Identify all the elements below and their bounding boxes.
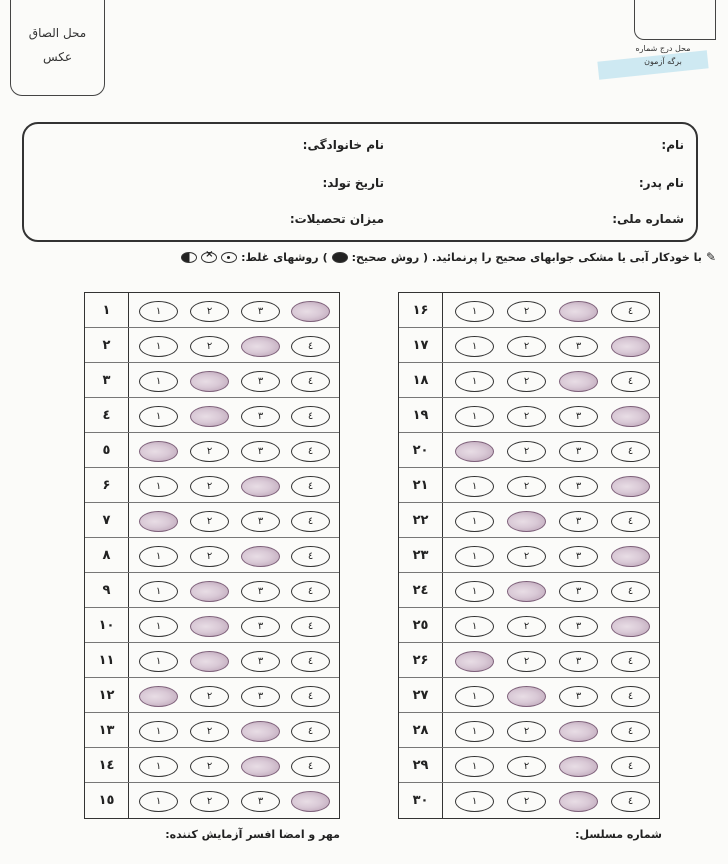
answer-bubble-4[interactable] xyxy=(611,546,650,567)
answer-bubble-4[interactable] xyxy=(611,721,650,742)
answer-bubble-3[interactable] xyxy=(559,721,598,742)
choice-label: ٤ xyxy=(627,376,634,387)
question-number: ٥ xyxy=(85,433,129,467)
choice-label: ٣ xyxy=(575,621,582,632)
question-number: ٢٩ xyxy=(399,748,443,782)
answer-bubble-3[interactable] xyxy=(559,441,598,462)
answer-bubble-2[interactable] xyxy=(507,756,546,777)
question-number: ٢١ xyxy=(399,468,443,502)
answer-bubble-2[interactable] xyxy=(507,406,546,427)
choice-label: ٤ xyxy=(307,621,314,632)
answer-bubble-2[interactable] xyxy=(507,721,546,742)
choice-label: ٣ xyxy=(575,516,582,527)
choice-label: ٤ xyxy=(307,376,314,387)
choice-label: ٢ xyxy=(523,376,530,387)
sheet-number-box xyxy=(634,0,716,40)
answer-bubble-3[interactable] xyxy=(559,371,598,392)
answer-bubble-1[interactable] xyxy=(455,756,494,777)
answer-bubble-1[interactable] xyxy=(455,441,494,462)
question-number: ٢٧ xyxy=(399,678,443,712)
answer-bubble-1[interactable] xyxy=(455,336,494,357)
answer-bubble-1[interactable] xyxy=(455,546,494,567)
question-number: ٢٥ xyxy=(399,608,443,642)
answer-bubble-4[interactable] xyxy=(611,686,650,707)
answer-bubble-1[interactable] xyxy=(139,476,178,497)
question-row xyxy=(399,643,659,678)
answer-bubble-4[interactable] xyxy=(291,581,330,602)
choice-label: ١ xyxy=(471,481,478,492)
choice-label: ٢ xyxy=(206,446,213,457)
choice-label: ١ xyxy=(471,726,478,737)
question-number: ٢٣ xyxy=(399,538,443,572)
answer-bubble-1[interactable] xyxy=(455,476,494,497)
choice-label: ١ xyxy=(471,341,478,352)
wrong-mark-half xyxy=(181,252,197,263)
question-number: ٢٤ xyxy=(399,573,443,607)
answer-bubble-1[interactable] xyxy=(139,371,178,392)
answer-bubble-2[interactable] xyxy=(190,336,229,357)
choice-label: ٤ xyxy=(627,761,634,772)
choice-label: ١ xyxy=(155,306,162,317)
choice-label: ١ xyxy=(155,481,162,492)
question-row xyxy=(399,398,659,433)
answer-bubble-3[interactable] xyxy=(241,616,280,637)
question-row xyxy=(399,433,659,468)
choice-label: ٢ xyxy=(523,796,530,807)
question-row xyxy=(85,608,339,643)
name-field[interactable]: نام: xyxy=(661,138,684,152)
choice-label: ٤ xyxy=(627,691,634,702)
choice-label: ٣ xyxy=(257,411,264,422)
correct-mark-example xyxy=(332,252,348,263)
answer-bubble-3[interactable] xyxy=(559,686,598,707)
choice-label: ٢ xyxy=(523,551,530,562)
choice-label: ٤ xyxy=(307,551,314,562)
choice-label: ١ xyxy=(471,796,478,807)
answer-bubble-2[interactable] xyxy=(190,651,229,672)
choice-label: ٢ xyxy=(523,341,530,352)
question-number: ٩ xyxy=(85,573,129,607)
choice-label: ٢ xyxy=(523,411,530,422)
question-row xyxy=(85,503,339,538)
answer-bubble-4[interactable] xyxy=(611,336,650,357)
choice-label: ١ xyxy=(471,761,478,772)
answer-bubble-4[interactable] xyxy=(611,441,650,462)
answer-bubble-1[interactable] xyxy=(139,756,178,777)
question-row xyxy=(399,678,659,713)
answer-bubble-4[interactable] xyxy=(611,371,650,392)
choice-label: ١ xyxy=(471,551,478,562)
question-number: ٢ xyxy=(85,328,129,362)
answer-bubble-4[interactable] xyxy=(611,651,650,672)
question-number: ٢٨ xyxy=(399,713,443,747)
question-number: ۶ xyxy=(85,468,129,502)
choice-label: ١ xyxy=(155,551,162,562)
choice-label: ٣ xyxy=(257,691,264,702)
answer-bubble-2[interactable] xyxy=(190,441,229,462)
answer-bubble-3[interactable] xyxy=(241,651,280,672)
choice-label: ٣ xyxy=(575,656,582,667)
choice-label: ١ xyxy=(155,376,162,387)
education-field[interactable]: میزان تحصیلات: xyxy=(289,212,384,226)
choice-label: ١ xyxy=(471,691,478,702)
choice-label: ٤ xyxy=(307,691,314,702)
answer-bubble-1[interactable] xyxy=(139,441,178,462)
answer-bubble-1[interactable] xyxy=(455,301,494,322)
answer-bubble-1[interactable] xyxy=(455,686,494,707)
answer-bubble-2[interactable] xyxy=(507,441,546,462)
choice-label: ٣ xyxy=(257,306,264,317)
choice-label: ١ xyxy=(471,586,478,597)
question-number: ١٥ xyxy=(85,783,129,818)
choice-label: ٤ xyxy=(307,481,314,492)
answer-bubble-2[interactable] xyxy=(507,686,546,707)
answer-bubble-1[interactable] xyxy=(455,511,494,532)
answer-bubble-3[interactable] xyxy=(559,406,598,427)
photo-placeholder xyxy=(10,0,105,96)
answer-bubble-1[interactable] xyxy=(139,336,178,357)
question-row xyxy=(85,363,339,398)
answer-bubble-4[interactable] xyxy=(611,616,650,637)
answer-bubble-4[interactable] xyxy=(291,721,330,742)
choice-label: ١ xyxy=(155,796,162,807)
question-row xyxy=(399,608,659,643)
answer-bubble-1[interactable] xyxy=(139,406,178,427)
question-row xyxy=(85,398,339,433)
choice-label: ١ xyxy=(471,306,478,317)
question-number: ١ xyxy=(85,293,129,327)
choice-label: ١ xyxy=(155,656,162,667)
answer-bubble-4[interactable] xyxy=(611,406,650,427)
answer-bubble-3[interactable] xyxy=(241,511,280,532)
answer-bubble-4[interactable] xyxy=(291,791,330,812)
answer-grid-1-15 xyxy=(84,292,340,819)
choice-label: ٣ xyxy=(257,621,264,632)
question-number: ١٢ xyxy=(85,678,129,712)
question-row xyxy=(399,573,659,608)
question-row xyxy=(399,363,659,398)
fill-instruction: ✎ با خودکار آبی یا مشکی جوابهای صحیح را پرنمائید. ( روش صحیح: ) روشهای غلط: × xyxy=(181,250,716,264)
answer-bubble-4[interactable] xyxy=(291,301,330,322)
answer-bubble-1[interactable] xyxy=(455,371,494,392)
question-row xyxy=(85,433,339,468)
answer-bubble-2[interactable] xyxy=(507,581,546,602)
answer-bubble-3[interactable] xyxy=(241,476,280,497)
answer-bubble-3[interactable] xyxy=(559,476,598,497)
choice-label: ٢ xyxy=(206,481,213,492)
choice-label: ١ xyxy=(155,586,162,597)
question-number: ٢۶ xyxy=(399,643,443,677)
choice-label: ٢ xyxy=(206,341,213,352)
choice-label: ٤ xyxy=(627,516,634,527)
question-number: ٢٠ xyxy=(399,433,443,467)
answer-bubble-4[interactable] xyxy=(611,511,650,532)
answer-bubble-3[interactable] xyxy=(559,651,598,672)
answer-bubble-2[interactable] xyxy=(507,651,546,672)
answer-bubble-4[interactable] xyxy=(291,511,330,532)
choice-label: ٢ xyxy=(523,481,530,492)
answer-bubble-3[interactable] xyxy=(241,686,280,707)
answer-bubble-2[interactable] xyxy=(190,721,229,742)
answer-bubble-4[interactable] xyxy=(611,476,650,497)
answer-bubble-1[interactable] xyxy=(455,616,494,637)
answer-bubble-2[interactable] xyxy=(507,371,546,392)
answer-bubble-4[interactable] xyxy=(611,301,650,322)
choice-label: ٤ xyxy=(307,586,314,597)
choice-label: ٣ xyxy=(575,446,582,457)
answer-bubble-3[interactable] xyxy=(241,371,280,392)
question-row xyxy=(399,783,659,818)
choice-label: ٤ xyxy=(307,656,314,667)
choice-label: ١ xyxy=(471,621,478,632)
photo-label-line1: محل الصاق xyxy=(28,26,87,40)
choice-label: ٣ xyxy=(257,516,264,527)
answer-bubble-2[interactable] xyxy=(190,791,229,812)
choice-label: ٤ xyxy=(307,761,314,772)
national-id-field[interactable]: شماره ملی: xyxy=(612,212,684,226)
question-row xyxy=(85,573,339,608)
answer-bubble-3[interactable] xyxy=(559,616,598,637)
answer-bubble-1[interactable] xyxy=(455,581,494,602)
answer-bubble-4[interactable] xyxy=(611,581,650,602)
answer-bubble-1[interactable] xyxy=(455,651,494,672)
instruction-text: با خودکار آبی یا مشکی جوابهای صحیح را پرنمائید. ( روش صحیح: xyxy=(351,250,702,264)
choice-label: ١ xyxy=(155,761,162,772)
answer-bubble-4[interactable] xyxy=(291,371,330,392)
question-row xyxy=(85,538,339,573)
answer-bubble-3[interactable] xyxy=(559,301,598,322)
choice-label: ١ xyxy=(471,376,478,387)
choice-label: ٢ xyxy=(206,726,213,737)
question-number: ١٣ xyxy=(85,713,129,747)
answer-bubble-2[interactable] xyxy=(507,616,546,637)
question-row xyxy=(399,713,659,748)
answer-bubble-4[interactable] xyxy=(291,336,330,357)
answer-bubble-3[interactable] xyxy=(241,791,280,812)
question-row xyxy=(85,783,339,818)
answer-bubble-1[interactable] xyxy=(455,406,494,427)
answer-bubble-2[interactable] xyxy=(190,616,229,637)
question-row xyxy=(399,503,659,538)
answer-bubble-1[interactable] xyxy=(139,791,178,812)
answer-bubble-2[interactable] xyxy=(507,301,546,322)
answer-bubble-1[interactable] xyxy=(455,791,494,812)
choice-label: ١ xyxy=(155,341,162,352)
father-name-field[interactable]: نام پدر: xyxy=(638,176,684,190)
question-row xyxy=(85,328,339,363)
choice-label: ٢ xyxy=(523,621,530,632)
answer-bubble-4[interactable] xyxy=(291,406,330,427)
choice-label: ٣ xyxy=(575,551,582,562)
answer-bubble-4[interactable] xyxy=(291,756,330,777)
answer-bubble-4[interactable] xyxy=(291,476,330,497)
choice-label: ٢ xyxy=(523,761,530,772)
question-row xyxy=(85,678,339,713)
choice-label: ٢ xyxy=(523,726,530,737)
question-number: ٣٠ xyxy=(399,783,443,818)
question-number: ١٨ xyxy=(399,363,443,397)
answer-bubble-4[interactable] xyxy=(611,791,650,812)
choice-label: ٣ xyxy=(257,796,264,807)
answer-bubble-1[interactable] xyxy=(139,651,178,672)
serial-number-label: شماره مسلسل: xyxy=(575,828,662,841)
answer-bubble-1[interactable] xyxy=(139,721,178,742)
choice-label: ٣ xyxy=(575,586,582,597)
choice-label: ٢ xyxy=(206,796,213,807)
choice-label: ٤ xyxy=(307,411,314,422)
answer-grid-16-30 xyxy=(398,292,660,819)
question-number: ٨ xyxy=(85,538,129,572)
choice-label: ٣ xyxy=(257,656,264,667)
choice-label: ٤ xyxy=(627,306,634,317)
answer-bubble-2[interactable] xyxy=(190,406,229,427)
answer-bubble-3[interactable] xyxy=(559,581,598,602)
answer-bubble-3[interactable] xyxy=(241,406,280,427)
answer-bubble-4[interactable] xyxy=(611,756,650,777)
answer-bubble-1[interactable] xyxy=(139,546,178,567)
answer-bubble-2[interactable] xyxy=(190,581,229,602)
choice-label: ١ xyxy=(471,516,478,527)
answer-bubble-3[interactable] xyxy=(559,336,598,357)
answer-bubble-2[interactable] xyxy=(507,791,546,812)
choice-label: ٤ xyxy=(307,446,314,457)
choice-label: ٤ xyxy=(307,341,314,352)
answer-bubble-2[interactable] xyxy=(190,476,229,497)
answer-bubble-3[interactable] xyxy=(559,756,598,777)
question-number: ١٤ xyxy=(85,748,129,782)
family-name-field[interactable]: نام خانوادگی: xyxy=(302,138,384,152)
choice-label: ٢ xyxy=(206,761,213,772)
answer-bubble-4[interactable] xyxy=(291,686,330,707)
answer-bubble-2[interactable] xyxy=(190,756,229,777)
sheet-number-note xyxy=(618,42,708,68)
personal-info-box xyxy=(22,122,698,242)
question-row xyxy=(85,748,339,783)
choice-label: ٤ xyxy=(307,726,314,737)
question-number: ١٠ xyxy=(85,608,129,642)
choice-label: ٤ xyxy=(627,796,634,807)
answer-bubble-3[interactable] xyxy=(241,721,280,742)
answer-bubble-3[interactable] xyxy=(559,791,598,812)
answer-bubble-2[interactable] xyxy=(190,546,229,567)
choice-label: ١ xyxy=(155,621,162,632)
question-number: ٤ xyxy=(85,398,129,432)
choice-label: ٢ xyxy=(523,446,530,457)
answer-bubble-3[interactable] xyxy=(559,511,598,532)
answer-bubble-1[interactable] xyxy=(139,686,178,707)
question-row xyxy=(85,468,339,503)
choice-label: ٣ xyxy=(575,341,582,352)
choice-label: ٤ xyxy=(627,446,634,457)
choice-label: ٣ xyxy=(575,481,582,492)
answer-bubble-4[interactable] xyxy=(291,441,330,462)
sheet-note-line1: محل درج شماره xyxy=(635,44,691,53)
choice-label: ٢ xyxy=(206,516,213,527)
answer-bubble-4[interactable] xyxy=(291,651,330,672)
answer-bubble-2[interactable] xyxy=(190,511,229,532)
choice-label: ٤ xyxy=(627,726,634,737)
answer-bubble-3[interactable] xyxy=(559,546,598,567)
choice-label: ٢ xyxy=(523,306,530,317)
question-number: ٧ xyxy=(85,503,129,537)
question-row xyxy=(399,468,659,503)
answer-bubble-2[interactable] xyxy=(507,511,546,532)
question-row xyxy=(399,293,659,328)
choice-label: ٢ xyxy=(523,656,530,667)
answer-bubble-2[interactable] xyxy=(507,336,546,357)
choice-label: ٤ xyxy=(307,516,314,527)
sheet-note-line2: برگه آزمون xyxy=(644,57,682,66)
answer-bubble-3[interactable] xyxy=(241,301,280,322)
question-number: ١١ xyxy=(85,643,129,677)
photo-label-line2: عکس xyxy=(42,50,73,64)
choice-label: ٤ xyxy=(627,586,634,597)
answer-bubble-4[interactable] xyxy=(291,546,330,567)
question-number: ١٩ xyxy=(399,398,443,432)
question-number: ١۶ xyxy=(399,293,443,327)
answer-bubble-2[interactable] xyxy=(190,301,229,322)
choice-label: ٣ xyxy=(257,376,264,387)
answer-bubble-1[interactable] xyxy=(455,721,494,742)
choice-label: ١ xyxy=(155,726,162,737)
choice-label: ٢ xyxy=(206,306,213,317)
choice-label: ١ xyxy=(155,411,162,422)
question-number: ٣ xyxy=(85,363,129,397)
answer-bubble-3[interactable] xyxy=(241,336,280,357)
choice-label: ٣ xyxy=(575,691,582,702)
answer-bubble-3[interactable] xyxy=(241,581,280,602)
wrong-mark-x xyxy=(201,252,217,263)
answer-bubble-3[interactable] xyxy=(241,441,280,462)
choice-label: ٣ xyxy=(575,411,582,422)
question-row xyxy=(85,293,339,328)
choice-label: ٤ xyxy=(627,656,634,667)
question-number: ٢٢ xyxy=(399,503,443,537)
wrong-methods-label: روشهای غلط: xyxy=(241,250,319,264)
choice-label: ٢ xyxy=(206,551,213,562)
choice-label: ٣ xyxy=(257,446,264,457)
choice-label: ٢ xyxy=(206,691,213,702)
answer-bubble-1[interactable] xyxy=(139,581,178,602)
question-row xyxy=(85,643,339,678)
answer-bubble-2[interactable] xyxy=(507,546,546,567)
answer-bubble-2[interactable] xyxy=(190,686,229,707)
answer-bubble-2[interactable] xyxy=(190,371,229,392)
answer-bubble-2[interactable] xyxy=(507,476,546,497)
wrong-mark-dot xyxy=(221,252,237,263)
question-row xyxy=(399,328,659,363)
answer-bubble-1[interactable] xyxy=(139,616,178,637)
answer-bubble-4[interactable] xyxy=(291,616,330,637)
answer-bubble-3[interactable] xyxy=(241,756,280,777)
question-row xyxy=(399,538,659,573)
question-row xyxy=(85,713,339,748)
question-row xyxy=(399,748,659,783)
answer-bubble-1[interactable] xyxy=(139,301,178,322)
answer-bubble-1[interactable] xyxy=(139,511,178,532)
question-number: ١٧ xyxy=(399,328,443,362)
birth-date-field[interactable]: تاریخ تولد: xyxy=(322,176,384,190)
answer-bubble-3[interactable] xyxy=(241,546,280,567)
choice-label: ٣ xyxy=(257,586,264,597)
examiner-stamp-label: مهر و امضا افسر آزمایش کننده: xyxy=(165,828,340,841)
choice-label: ١ xyxy=(471,411,478,422)
